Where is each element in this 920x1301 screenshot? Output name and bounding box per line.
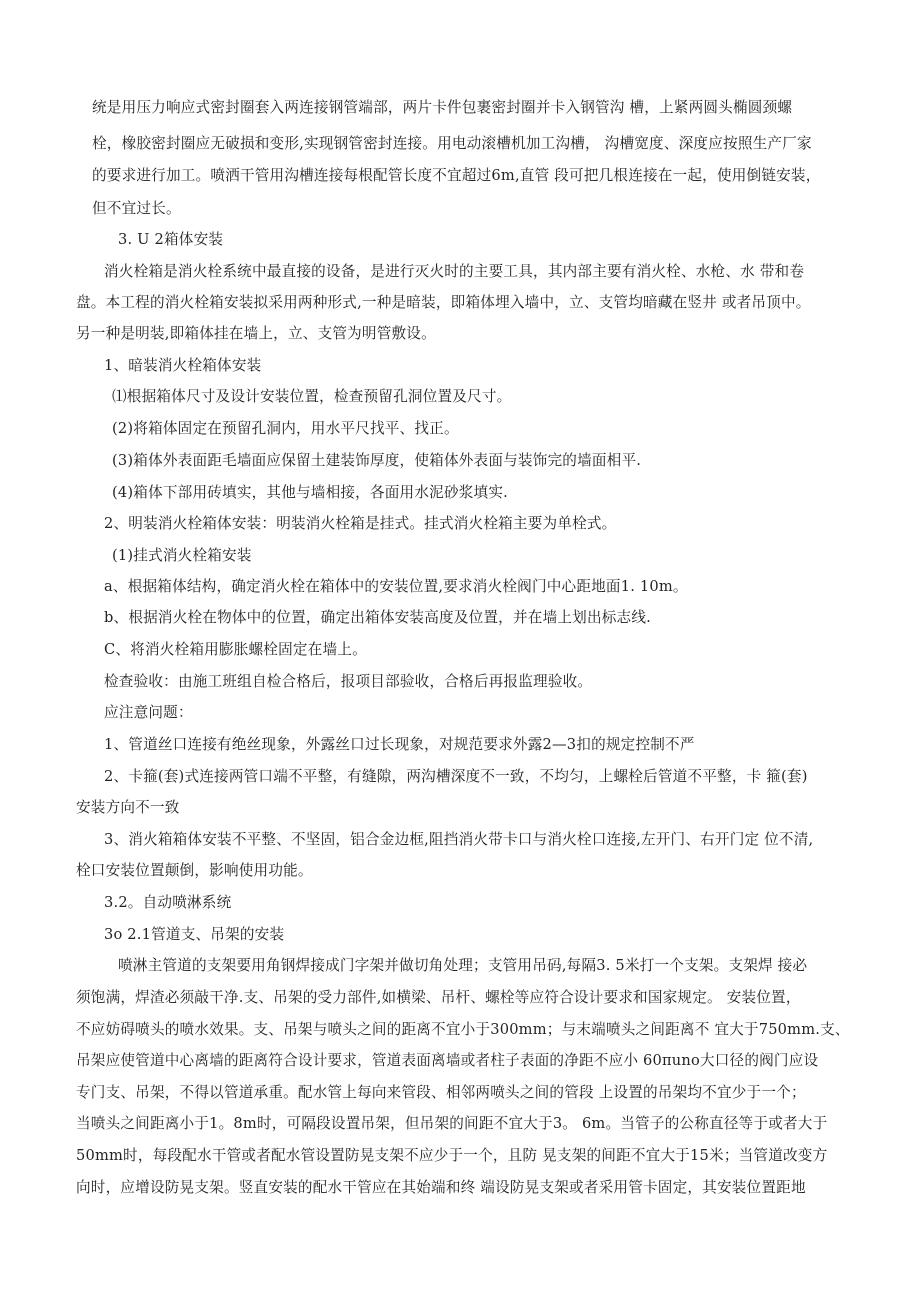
list-item: 1、管道丝口连接有绝丝现象，外露丝口过长现象，对规范要求外露2—3扣的规定控制不严 xyxy=(104,736,695,753)
section-heading: 3. U 2箱体安装 xyxy=(118,231,224,248)
text-line: 消火栓箱是消火栓系统中最直接的设备，是进行灭火时的主要工具，其内部主要有消火栓、水枪、水 带和卷 xyxy=(104,263,805,280)
text-line: 不应妨碍喷头的喷水效果。支、吊架与喷头之间的距离不宜小于300mm；与末端喷头之间距离不 宜大于750mm.支、 xyxy=(76,1021,850,1038)
subheading: 应注意问题： xyxy=(104,704,193,721)
list-item: 2、卡箍(套)式连接两管口端不平整，有缝隙，两沟槽深度不一致，不均匀，上螺栓后管道不平整，卡 箍(套) xyxy=(104,768,808,785)
list-item: a、根据箱体结构，确定消火栓在箱体中的安装位置,要求消火栓阀门中心距地面1. 10m。 xyxy=(104,578,688,595)
subheading: 3o 2.1管道支、吊架的安装 xyxy=(104,926,285,943)
text-line: 专门支、吊架，不得以管道承重。配水管上每向来管段、相邻两喷头之间的管段 上设置的吊架均不宜少于一个； xyxy=(76,1084,806,1101)
text-line: 向时，应增设防晃支架。竖直安装的配水干管应在其始端和终 端设防晃支架或者采用管卡固定，其安装位置距地 xyxy=(76,1179,806,1196)
text-line: 另一种是明装,即箱体挂在墙上，立、支管为明管敷设。 xyxy=(76,325,436,342)
text-line: 喷淋主管道的支架要用角钢焊接成门字架并做切角处理；支管用吊码,每隔3. 5米打一个支架。支架焊 接必 xyxy=(118,957,808,974)
list-item: ⑴根据箱体尺寸及设计安装位置，检查预留孔洞位置及尺寸。 xyxy=(112,388,512,405)
list-item: (3)箱体外表面距毛墙面应保留土建装饰厚度，使箱体外表面与装饰完的墙面相平. xyxy=(112,452,642,469)
text-line: 检查验收：由施工班组自检合格后，报项目部验收，合格后再报监理验收。 xyxy=(104,673,593,690)
text-line: 统是用压力响应式密封圈套入两连接钢管端部，两片卡件包裹密封圈并卡入钢管沟 槽，上紧两圆头椭圆颈螺 xyxy=(92,99,793,116)
text-line: 50mm时，每段配水干管或者配水管设置防晃支架不应少于一个，且防 晃支架的间距不宜大于15米；当管道改变方 xyxy=(76,1147,828,1164)
text-line: 栓，橡胶密封圈应无破损和变形,实现钢管密封连接。用电动滚槽机加工沟槽， 沟槽宽度、深度应按照生产厂家 xyxy=(92,135,812,152)
list-item: 3、消火箱箱体安装不平整、不坚固，铝合金边框,阻挡消火带卡口与消火栓口连接,左开门、右开门定 位不清, xyxy=(104,831,814,848)
text-line: 当喷头之间距离小于1。8m时，可隔段设置吊架，但吊架的间距不宜大于3。 6m。当管子的公称直径等于或者大于 xyxy=(76,1115,828,1132)
text-line: 须饱满，焊渣必须敲干净.支、吊架的受力部件,如横梁、吊杆、螺栓等应符合设计要求和国家规定。 安装位置， xyxy=(76,989,801,1006)
text-line: 吊架应使管道中心离墙的距离符合设计要求，管道表面离墙或者柱子表面的净距不应小 60πuno大口径的阀门应设 xyxy=(76,1052,819,1069)
text-line: 栓口安装位置颠倒，影响使用功能。 xyxy=(76,862,313,879)
text-line: 安装方向不一致 xyxy=(76,799,180,816)
text-line: 但不宜过长。 xyxy=(92,200,181,217)
section-heading: 3.2。自动喷淋系统 xyxy=(104,894,232,911)
list-item: (2)将箱体固定在预留孔洞内，用水平尺找平、找正。 xyxy=(112,420,459,437)
subheading: 2、明装消火栓箱体安装：明装消火栓箱是挂式。挂式消火栓箱主要为单栓式。 xyxy=(104,515,617,532)
list-item: (1)挂式消火栓箱安装 xyxy=(112,547,252,564)
text-line: 的要求进行加工。喷洒干管用沟槽连接每根配管长度不宜超过6m,直管 段可把几根连接在一起，使用倒链安装， xyxy=(92,167,821,184)
list-item: (4)箱体下部用砖填实，其他与墙相接，各面用水泥砂浆填实. xyxy=(112,484,508,501)
list-item: b、根据消火栓在物体中的位置，确定出箱体安装高度及位置，并在墙上划出标志线. xyxy=(104,609,651,626)
text-line: 盘。本工程的消火栓箱安装拟采用两种形式,一种是暗装，即箱体埋入墙中，立、支管均暗藏在竖井 或者吊顶中。 xyxy=(76,294,811,311)
list-item: C、将消火栓箱用膨胀螺栓固定在墙上。 xyxy=(104,641,367,658)
subheading: 1、暗装消火栓箱体安装 xyxy=(104,357,262,374)
